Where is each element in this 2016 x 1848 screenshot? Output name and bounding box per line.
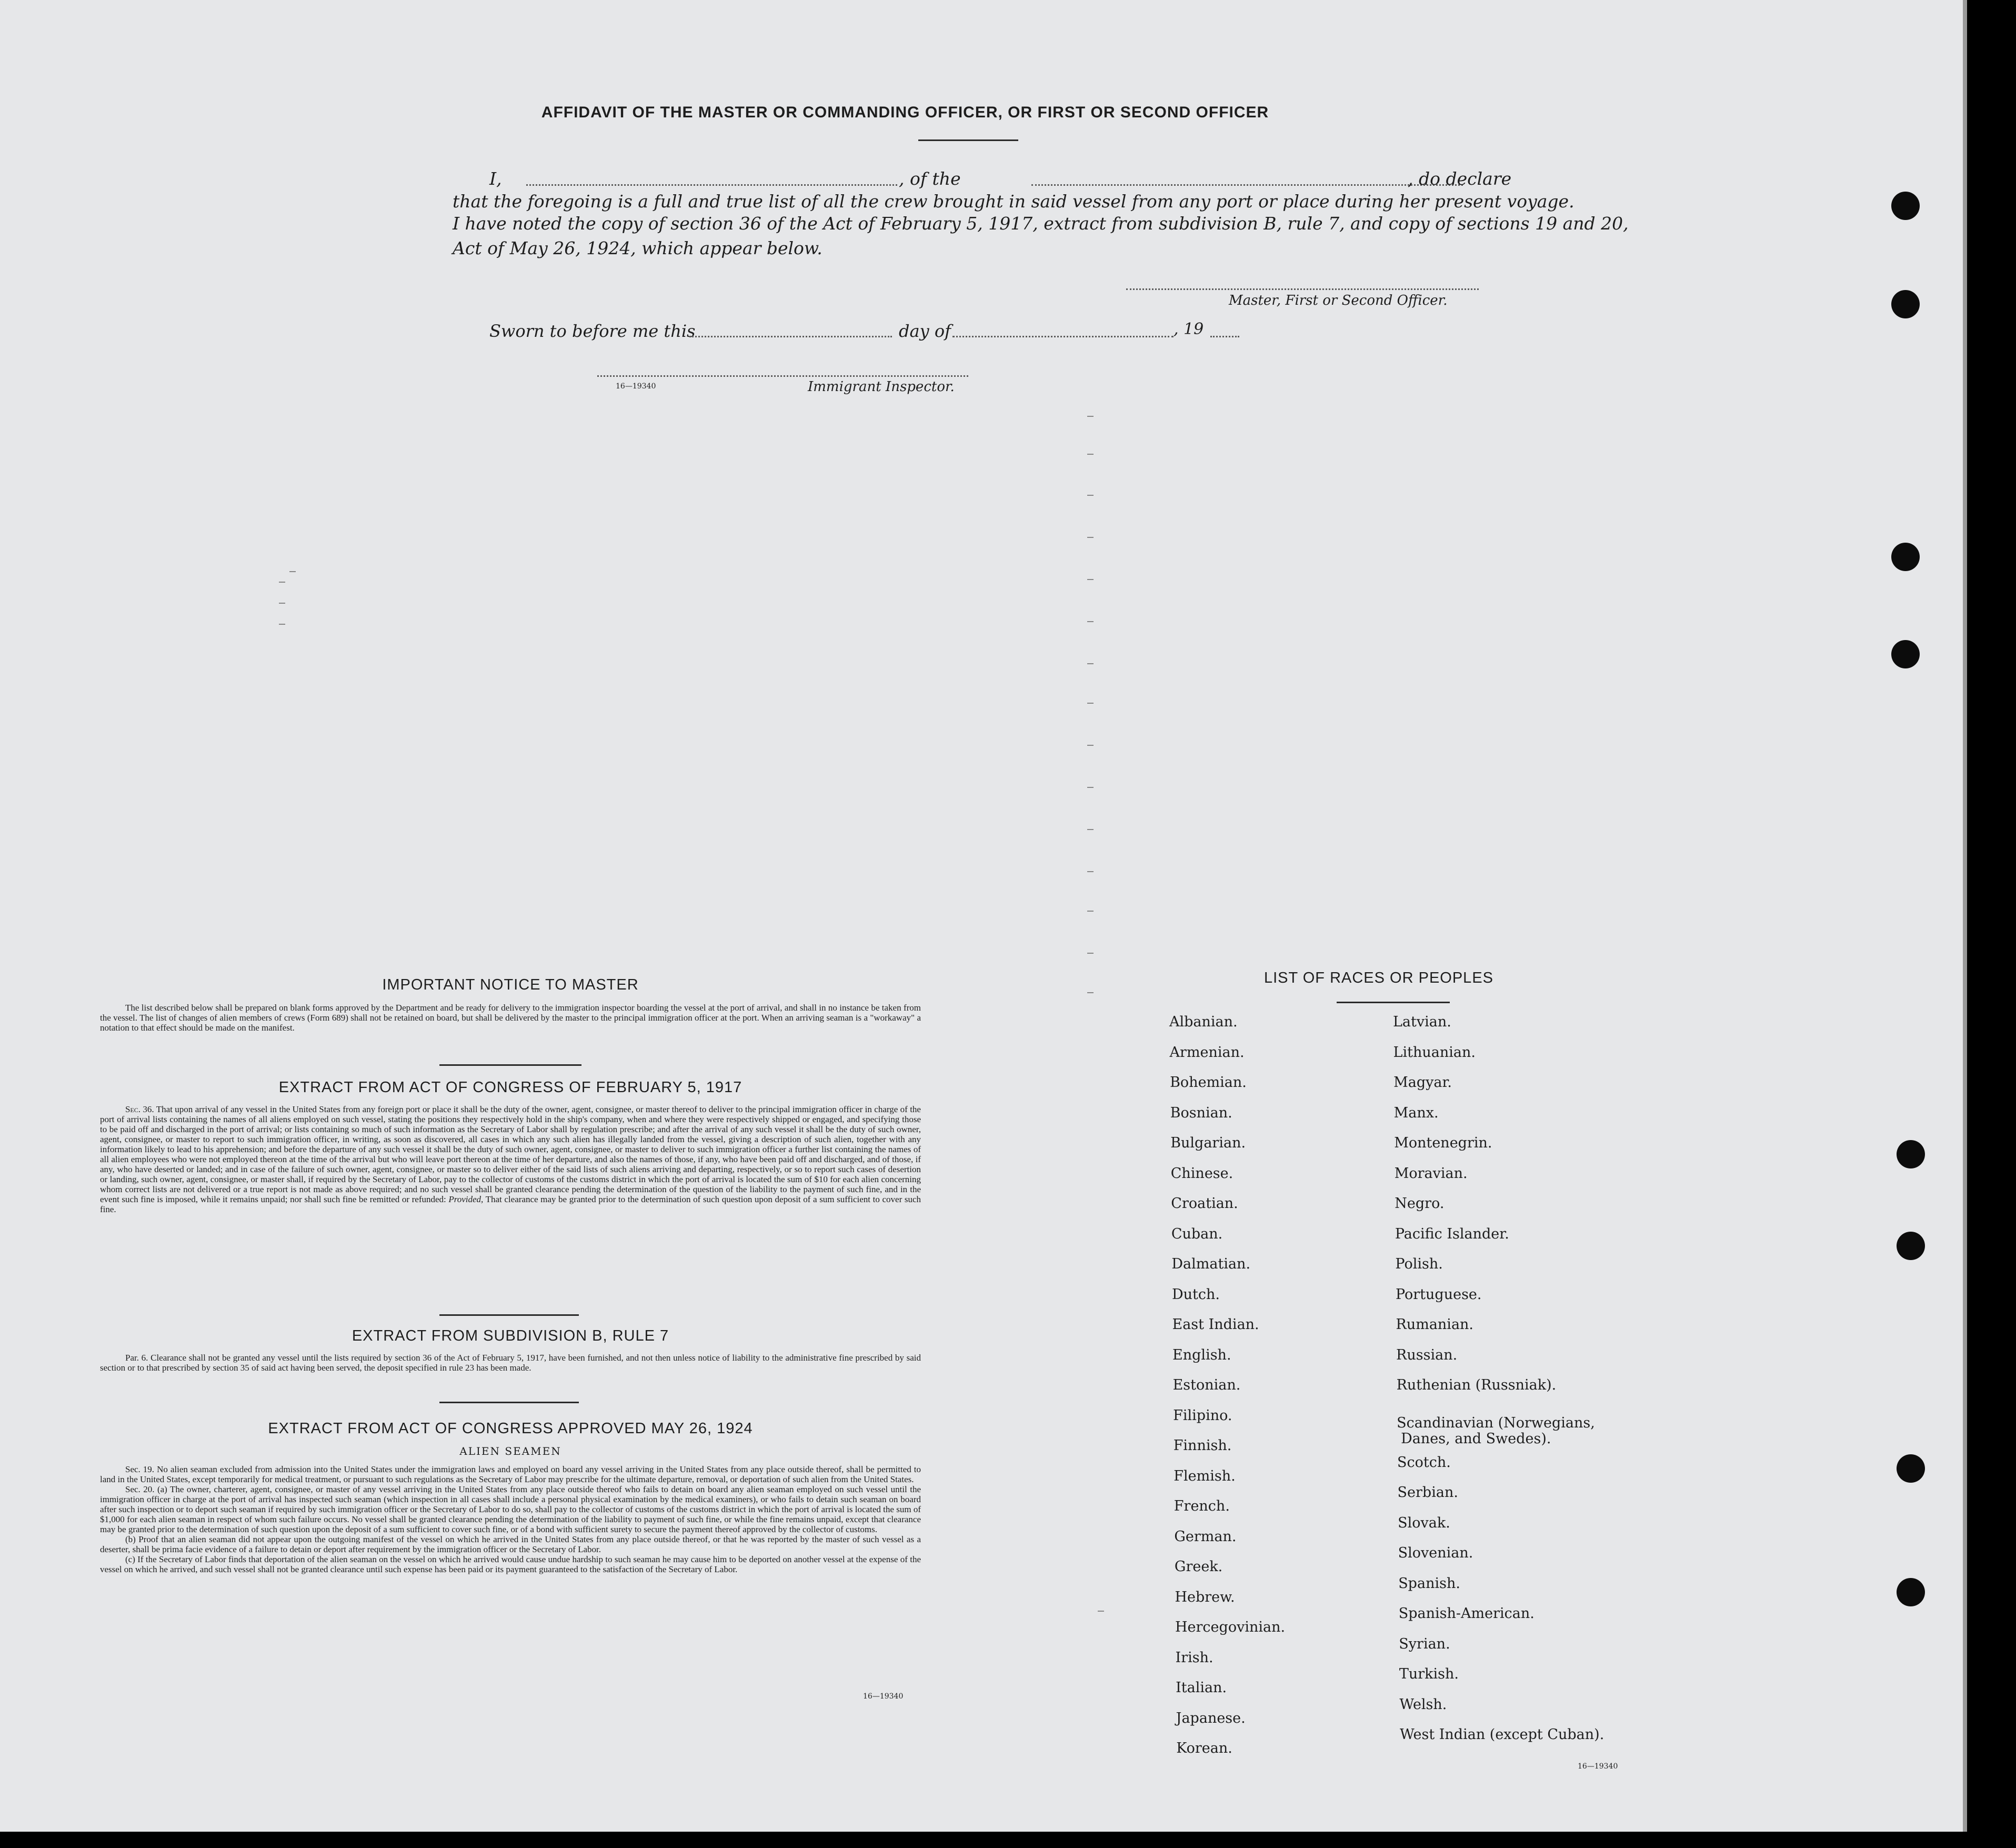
race-item: Korean. bbox=[1176, 1740, 1232, 1756]
punch-hole bbox=[1891, 640, 1920, 668]
extract-1917-title: EXTRACT FROM ACT OF CONGRESS OF FEBRUARY 5, 1917 bbox=[278, 1079, 743, 1096]
race-item: Negro. bbox=[1395, 1195, 1445, 1212]
affidavit-title: AFFIDAVIT OF THE MASTER OR COMMANDING OFFICER, OR FIRST OR SECOND OFFICER bbox=[541, 104, 1269, 121]
race-item: Lithuanian. bbox=[1393, 1044, 1476, 1061]
race-item: Spanish. bbox=[1398, 1575, 1460, 1592]
race-item: Russian. bbox=[1396, 1346, 1458, 1363]
race-item: Croatian. bbox=[1171, 1195, 1238, 1212]
punch-hole bbox=[1891, 290, 1920, 318]
notice-paragraph: The list described below shall be prepared on blank forms approved by the Department and be ready for delivery to the immigration inspector boarding the vessel at the port of arrival, and shall in no instance be taken from the vessel. The list of changes of alien members of crews (Form 689) shall not be retained on board, but shall be delivered by the master to the principal immigration officer at the port. When an arriving seaman is a "workaway" a notation to that effect should be made on the manifest. bbox=[100, 1003, 921, 1033]
race-item: Albanian. bbox=[1169, 1014, 1238, 1030]
section-36-label: Sec. 36. bbox=[125, 1104, 154, 1114]
punch-hole bbox=[1897, 1232, 1925, 1260]
inspector-line bbox=[597, 375, 968, 377]
form-code: 16—19340 bbox=[616, 382, 656, 391]
sheet-edge bbox=[1963, 0, 1967, 1832]
year-blank bbox=[1210, 336, 1239, 337]
alien-seamen-subtitle: ALIEN SEAMEN bbox=[459, 1445, 561, 1457]
race-item: Rumanian. bbox=[1396, 1316, 1474, 1333]
race-item: Slovenian. bbox=[1398, 1545, 1473, 1562]
race-item: Polish. bbox=[1395, 1256, 1443, 1272]
punch-hole bbox=[1891, 192, 1920, 220]
race-item: East Indian. bbox=[1172, 1316, 1259, 1333]
race-item: Bohemian. bbox=[1170, 1074, 1247, 1091]
races-title: LIST OF RACES OR PEOPLES bbox=[1263, 970, 1494, 986]
race-item: Portuguese. bbox=[1395, 1286, 1482, 1303]
race-item: Moravian. bbox=[1394, 1165, 1468, 1182]
section-rule bbox=[439, 1314, 579, 1316]
sworn-day-blank bbox=[689, 336, 892, 337]
race-item: Manx. bbox=[1393, 1104, 1439, 1121]
race-item: German. bbox=[1174, 1528, 1237, 1545]
extract-1917-text bbox=[100, 1104, 921, 1214]
vessel-blank bbox=[1031, 184, 1463, 186]
notice-title: IMPORTANT NOTICE TO MASTER bbox=[382, 976, 639, 993]
race-item: West Indian (except Cuban). bbox=[1399, 1726, 1604, 1743]
race-item: Montenegrin. bbox=[1394, 1135, 1492, 1151]
sworn-month-blank bbox=[952, 336, 1174, 337]
signature-caption: Master, First or Second Officer. bbox=[1229, 293, 1448, 308]
race-item: Flemish. bbox=[1174, 1467, 1236, 1484]
race-item: Bosnian. bbox=[1170, 1104, 1232, 1121]
section-rule bbox=[439, 1402, 579, 1403]
race-item: Armenian. bbox=[1169, 1044, 1245, 1061]
section-rule bbox=[439, 1064, 581, 1066]
affidavit-line-2: that the foregoing is a full and true list of all the crew brought in said vessel from any port or place during her present voyage. bbox=[453, 191, 1574, 212]
race-item: Chinese. bbox=[1170, 1165, 1233, 1182]
race-item: Pacific Islander. bbox=[1395, 1225, 1509, 1242]
race-item: Hebrew. bbox=[1175, 1589, 1235, 1605]
extract-1924-title: EXTRACT FROM ACT OF CONGRESS APPROVED MAY 26, 1924 bbox=[268, 1420, 753, 1437]
race-item: Greek. bbox=[1174, 1559, 1223, 1575]
rule7-paragraph: Par. 6. Clearance shall not be granted any vessel until the lists required by section 36 of the Act of February 5, 1917, have been furnished, and not then unless notice of liability to the administrative fine prescribed by said section or to that prescribed by section 35 of said act having been served, the deposit specified in rule 23 has been made. bbox=[100, 1353, 921, 1373]
name-blank bbox=[526, 184, 897, 186]
punch-hole bbox=[1897, 1140, 1925, 1168]
affidavit-line-3: I have noted the copy of section 36 of the Act of February 5, 1917, extract from subdivision B, rule 7, and copy of sections 19 and 20, bbox=[453, 213, 1629, 234]
section-36-body: That upon arrival of any vessel in the United States from any foreign port or place it shall be the duty of the owner, agent, consignee, or master thereof to deliver to the principal immigration officer in charge of the port of arrival lists containing the names of all aliens employed on such vessel, stating the positions they respectively hold in the ship's company, when and where they were respectively shipped or engaged, and specifying those to be paid off and discharged in the port of arrival; or lists containing so much of such information as the Secretary of Labor shall by regulation prescribe; and after the arrival of any such vessel it shall be the duty of such owner, agent, consignee, or master to report to such immigration officer, in writing, as soon as discovered, all cases in which any such alien has illegally landed from the vessel, giving a description of such alien, together with any information likely to lead to his apprehension; and before the departure of any such vessel it shall be the duty of such owner, agent, consignee, or master to deliver to such immigration officer a further list containing the names of all alien employees who were not employed thereon at the time of the arrival but who will leave port thereon at the time of her departure, and also the names of those, if any, who have been paid off and discharged, and of those, if any, who have deserted or landed; and in case of the failure of such owner, agent, consignee, or master so to deliver either of the said lists of such aliens arriving and departing, respectively, or so to report such cases of desertion or landing, such owner, agent, consignee, or master shall, if required by the Secretary of Labor, pay to the collector of customs of the customs district in which the port of arrival is located the sum of $10 for each alien concerning whom correct lists are not delivered or a true report is not made as above required; and no such vessel shall be granted clearance pending the determination of the question of the liability to the payment of such fine, and in the event such fine is imposed, while it remains unpaid; nor shall such fine be remitted or refunded: bbox=[100, 1104, 921, 1204]
race-item: Scotch. bbox=[1397, 1454, 1451, 1471]
extract-rule7-title: EXTRACT FROM SUBDIVISION B, RULE 7 bbox=[352, 1327, 669, 1344]
notice-text bbox=[100, 1003, 921, 1033]
affidavit-of-the: , of the bbox=[899, 168, 961, 189]
race-item: Turkish. bbox=[1399, 1666, 1459, 1683]
section-19-paragraph: Sec. 19. No alien seaman excluded from admission into the United States under the immigration laws and employed on board any vessel arriving in the United States from any place outside thereof, shall be permitted to land in the United States, except temporarily for medical treatment, or pursuant to such regulations as the Secretary of Labor may prescribe for the ultimate departure, removal, or deportation of such alien from the United States. bbox=[100, 1464, 921, 1484]
race-item: Magyar. bbox=[1393, 1074, 1452, 1091]
provided-word: Provided, bbox=[448, 1194, 484, 1204]
sworn-text: Sworn to before me this bbox=[489, 321, 696, 341]
punch-hole bbox=[1897, 1578, 1925, 1606]
race-item: Hercegovinian. bbox=[1175, 1619, 1286, 1635]
race-item: French. bbox=[1174, 1498, 1230, 1514]
punch-hole bbox=[1897, 1454, 1925, 1483]
race-item: English. bbox=[1172, 1346, 1231, 1363]
affidavit-line-4: Act of May 26, 1924, which appear below. bbox=[453, 238, 823, 258]
race-item: Italian. bbox=[1176, 1680, 1227, 1696]
race-item: Bulgarian. bbox=[1170, 1135, 1246, 1151]
race-item: Serbian. bbox=[1397, 1484, 1458, 1501]
race-item: Estonian. bbox=[1172, 1377, 1241, 1393]
form-code: 16—19340 bbox=[863, 1692, 904, 1701]
races-title-rule bbox=[1337, 1002, 1450, 1003]
race-item: Filipino. bbox=[1173, 1407, 1232, 1424]
day-of-text: day of bbox=[899, 321, 951, 341]
race-item: Ruthenian (Russniak). bbox=[1396, 1377, 1557, 1393]
section-20c-paragraph: (c) If the Secretary of Labor finds that deportation of the alien seaman on the vessel on which he arrived would cause undue hardship to such seaman he may cause him to be deported on another vessel at the expense of the vessel on which he arrived, and such vessel shall not be granted clearance until such expense has been paid or its payment guaranteed to the satisfaction of the Secretary of Labor. bbox=[100, 1554, 921, 1574]
race-item-continued: Danes, and Swedes). bbox=[1401, 1430, 1551, 1447]
extract-rule7-text bbox=[100, 1353, 921, 1373]
race-item: Slovak. bbox=[1398, 1514, 1450, 1531]
inspector-caption: Immigrant Inspector. bbox=[808, 379, 955, 395]
affidavit-declare: , do declare bbox=[1408, 168, 1512, 189]
race-item: Scandinavian (Norwegians, bbox=[1397, 1414, 1595, 1431]
section-36-end: That clearance may be granted prior to the determination of such question upon deposit of a sum sufficient to cover such fine. bbox=[100, 1194, 921, 1214]
race-item: Cuban. bbox=[1171, 1225, 1223, 1242]
section-36-paragraph bbox=[100, 1104, 921, 1214]
race-item: Syrian. bbox=[1399, 1635, 1450, 1652]
punch-hole bbox=[1891, 543, 1920, 571]
extract-1924-text bbox=[100, 1464, 921, 1574]
race-item: Irish. bbox=[1175, 1649, 1213, 1666]
signature-line bbox=[1126, 288, 1479, 290]
race-item: Welsh. bbox=[1399, 1696, 1447, 1713]
year-prefix: , 19 bbox=[1174, 320, 1204, 338]
section-20a-paragraph: Sec. 20. (a) The owner, charterer, agent, consignee, or master of any vessel arriving in the United States from any place outside thereof who fails to detain on board any alien seaman employed on such vessel until the immigration officer in charge at the port of arrival has inspected such seaman (which inspection in all cases shall include a personal physical examination by the medical examiners), or who fails to detain such seaman on board after such inspection or to deport such seaman if required by such immigration officer or the Secretary of Labor to do so, shall pay to the collector of customs of the customs district in which the port of arrival is located the sum of $1,000 for each alien seaman in respect of whom such failure occurs. No vessel shall be granted clearance pending the determination of the liability to payment of such fine, or while the fine remains unpaid, except that clearance may be granted prior to the determination of such question upon the deposit of a sum sufficient to cover such fine, or of a bond with sufficient surety to secure the payment thereof approved by the collector of customs. bbox=[100, 1484, 921, 1534]
race-item: Japanese. bbox=[1176, 1710, 1246, 1726]
race-item: Dutch. bbox=[1171, 1286, 1220, 1303]
race-item: Dalmatian. bbox=[1171, 1256, 1251, 1272]
title-rule bbox=[918, 139, 1018, 141]
race-item: Latvian. bbox=[1393, 1014, 1451, 1030]
affidavit-i: I, bbox=[489, 168, 502, 189]
form-code: 16—19340 bbox=[1578, 1762, 1618, 1771]
race-item: Finnish. bbox=[1173, 1437, 1232, 1454]
section-20b-paragraph: (b) Proof that an alien seaman did not appear upon the outgoing manifest of the vessel on which he arrived in the United States from any place outside thereof, or that he was reported by the master of such vessel as a deserter, shall be prima facie evidence of a failure to detain or deport after requirement by the immigration officer or the Secretary of Labor. bbox=[100, 1534, 921, 1554]
race-item: Spanish-American. bbox=[1398, 1605, 1534, 1622]
